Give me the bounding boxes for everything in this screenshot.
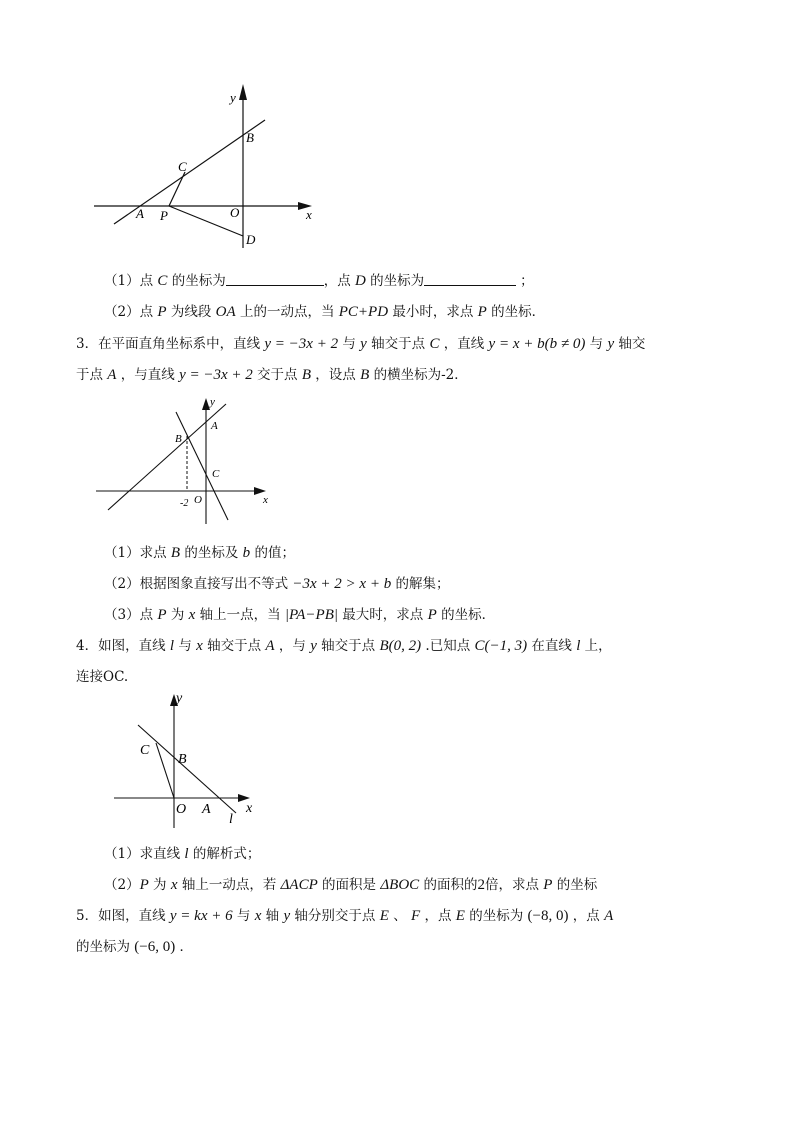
y-axis-arrow [239, 84, 247, 100]
q3-line1: 3．在平面直角坐标系中，直线 y = −3x + 2 与 y 轴交于点 C ，直线 y = x + b(b ≠ 0) 与 y 轴交 [76, 336, 646, 352]
q3-line2: 于点 A ，与直线 y = −3x + 2 交于点 B ，设点 B 的横坐标为-2． [76, 367, 468, 383]
label-C: C [140, 743, 150, 758]
label-neg2: -2 [180, 498, 189, 509]
figure-3-graph [110, 685, 280, 835]
answer-blank-D[interactable] [424, 272, 516, 286]
q3-part3: （3）点 P 为 x 轴上一点，当 |PA−PB| 最大时，求点 P 的坐标． [104, 607, 496, 623]
label-D: D [246, 232, 256, 247]
q3-part1: （1）求点 B 的坐标及 b 的值； [104, 545, 295, 561]
label-y: y [230, 90, 236, 105]
label-y: y [210, 396, 215, 408]
q5-line1: 5．如图，直线 y = kx + 6 与 x 轴 y 轴分别交于点 E 、 F ，点 E 的坐标为 (−8, 0) ，点 A [76, 908, 614, 924]
label-x: x [306, 207, 312, 222]
figure-2-graph [90, 392, 290, 532]
label-x: x [246, 801, 253, 816]
label-A: A [211, 420, 218, 432]
q2-part2: （2）点 P 为线段 OA 上的一动点，当 PC+PD 最小时，求点 P 的坐标． [104, 304, 546, 320]
label-B: B [246, 130, 254, 145]
y-axis-arrow [202, 398, 210, 410]
q3-part2: （2）根据图象直接写出不等式 −3x + 2 > x + b 的解集； [104, 576, 450, 592]
q5-line2: 的坐标为 (−6, 0) ． [76, 939, 194, 955]
q4-part1: （1）求直线 l 的解析式； [104, 846, 261, 862]
label-O: O [230, 205, 240, 220]
label-A: A [136, 206, 144, 221]
q4-part2: （2）P 为 x 轴上一动点，若 ΔACP 的面积是 ΔBOC 的面积的2倍，求点 P 的坐标 [104, 877, 598, 893]
label-x: x [263, 494, 268, 506]
label-O: O [194, 494, 202, 506]
q2-part1: （1）点 C 的坐标为 ，点 D 的坐标为 ； [104, 273, 534, 289]
line-l [138, 725, 236, 813]
segment-PC [169, 172, 185, 206]
label-A: A [202, 802, 211, 817]
q4-line2: 连接OC. [76, 669, 129, 685]
label-P: P [160, 208, 168, 223]
line-y-eq-x-plus-b [108, 404, 226, 510]
label-C: C [178, 159, 187, 174]
label-B: B [175, 433, 182, 445]
label-y: y [176, 691, 183, 706]
figure-1-graph [90, 80, 330, 260]
answer-blank-C[interactable] [226, 272, 324, 286]
q4-line1: 4．如图，直线 l 与 x 轴交于点 A ，与 y 轴交于点 B(0, 2) .已知点 C(−1, 3) 在直线 l 上， [76, 638, 612, 654]
label-l: l [229, 812, 233, 827]
label-B: B [178, 752, 187, 767]
label-C: C [212, 468, 220, 480]
segment-OC [156, 743, 174, 798]
label-O: O [176, 802, 187, 817]
